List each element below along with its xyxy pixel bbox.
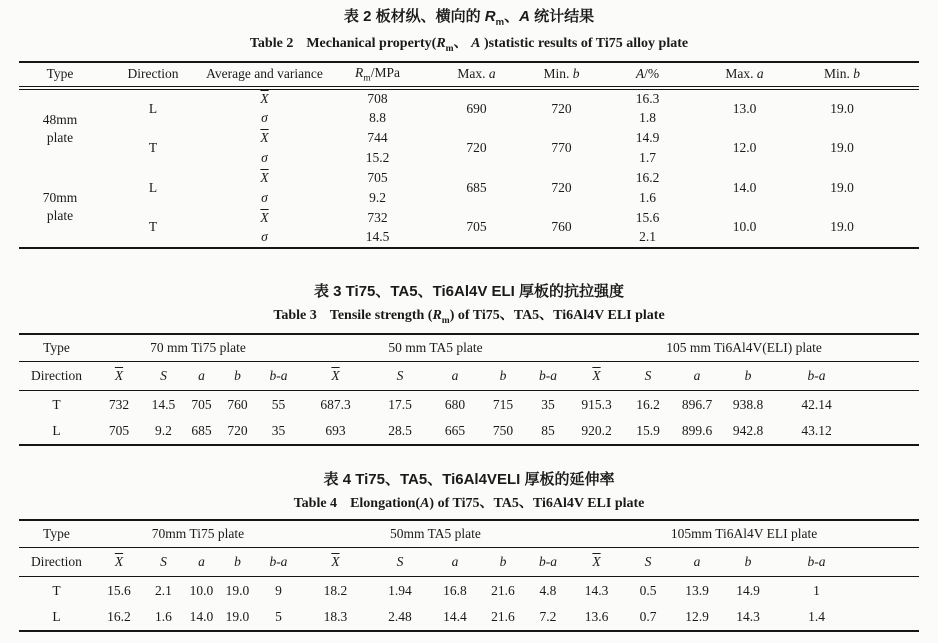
- col-header-a: [672, 362, 722, 391]
- col-header-max-a-rm: [431, 62, 522, 88]
- a-symbol: a: [693, 368, 701, 384]
- a-symbol: a: [198, 368, 205, 384]
- col-header-type: Type: [19, 62, 101, 88]
- b-symbol: b: [234, 554, 241, 570]
- xbar-symbol: $\overline{X}$: [260, 169, 269, 185]
- value-cell: 16.2: [636, 396, 660, 412]
- value-cell: 14.5: [151, 396, 176, 412]
- a-symbol: A: [635, 66, 645, 82]
- max-label: Max.: [725, 66, 754, 82]
- value-cell: 16.2: [635, 169, 660, 185]
- value-cell: 1.8: [639, 109, 656, 125]
- col-header-a: [183, 362, 220, 391]
- value-cell: 21.6: [491, 582, 515, 598]
- min-label: Min.: [543, 66, 570, 82]
- value-cell: 693: [325, 422, 346, 438]
- xbar-symbol: $\overline{X}$: [260, 129, 269, 145]
- value-cell: 14.5: [365, 229, 390, 245]
- value-cell: 1.4: [808, 608, 825, 624]
- s-symbol: S: [396, 368, 404, 384]
- value-cell: 14.9: [635, 129, 660, 145]
- value-cell: 21.6: [491, 608, 515, 624]
- caption-text: 表 4 Ti75、TA5、Ti6Al4VELI 厚板的延伸率: [323, 470, 615, 488]
- b-minus-a-symbol: b-a: [807, 554, 826, 570]
- direction-cell: L: [52, 608, 61, 624]
- caption-text: 表 3 Ti75、TA5、Ti6Al4V ELI 厚板的抗拉强度: [313, 282, 625, 300]
- max-label: Max.: [457, 66, 486, 82]
- table-row: [19, 208, 919, 228]
- table3: [19, 333, 919, 446]
- value-cell: 770: [551, 139, 572, 155]
- value-cell: 35: [271, 422, 286, 438]
- sigma-symbol: σ: [261, 149, 268, 165]
- b-symbol: b: [744, 368, 752, 384]
- value-cell: 19.0: [830, 219, 854, 235]
- value-cell: 16.3: [635, 90, 660, 106]
- col-header-direction: Direction: [101, 62, 205, 88]
- col-header-s: [144, 362, 183, 391]
- value-cell: 14.9: [736, 582, 760, 598]
- caption-text: Elongation(: [350, 496, 421, 512]
- stat-symbol-cell: [205, 128, 324, 148]
- caption-text: )statistic results of Ti75 alloy plate: [480, 35, 689, 51]
- type-line: 48mm: [42, 111, 78, 127]
- xbar-symbol: $\overline{X}$: [331, 368, 340, 384]
- value-cell: 19.0: [830, 179, 854, 195]
- min-label: Min.: [823, 66, 850, 82]
- value-cell: 9: [275, 582, 282, 598]
- col-header-b-minus-a: [255, 548, 302, 577]
- b-symbol: b: [234, 368, 241, 384]
- stat-symbol-cell: [205, 208, 324, 228]
- value-cell: 16.8: [443, 582, 467, 598]
- a-symbol: a: [198, 554, 205, 570]
- col-header-max-a-elong: [694, 62, 795, 88]
- value-cell: 9.2: [155, 422, 172, 438]
- value-cell: 720: [466, 139, 487, 155]
- value-cell: 938.8: [732, 396, 764, 412]
- value-cell: 705: [108, 422, 130, 438]
- caption-text: 统计结果: [529, 8, 595, 25]
- group-header-ti6al4v: 105mm Ti6Al4V ELI plate: [569, 520, 919, 548]
- value-cell: 760: [551, 219, 572, 235]
- table-number-label: Table 3: [273, 308, 317, 324]
- table4-caption-zh: [0, 470, 938, 490]
- value-cell: 0.5: [639, 582, 657, 598]
- table4-stat-header-row: [19, 548, 919, 577]
- rm-subscript: m: [445, 43, 454, 54]
- value-cell: 5: [275, 608, 282, 624]
- value-cell: 19.0: [225, 582, 250, 598]
- table3-caption-zh: [0, 282, 938, 302]
- b-symbol: b: [499, 554, 507, 570]
- s-symbol: S: [160, 368, 167, 384]
- b-minus-a-symbol: b-a: [269, 368, 288, 384]
- b-minus-a-symbol: b-a: [539, 368, 557, 384]
- col-header-xbar: [302, 548, 369, 577]
- caption-text: 表 2 板材纵、横向的: [343, 8, 485, 25]
- value-cell: 920.2: [581, 422, 612, 438]
- value-cell: 744: [367, 129, 388, 145]
- rm-subscript: m: [495, 17, 505, 28]
- col-header-xbar: [94, 548, 144, 577]
- rm-symbol: R: [355, 65, 364, 81]
- s-symbol: S: [644, 368, 652, 384]
- rm-subscript: m: [441, 316, 450, 326]
- value-cell: 8.8: [369, 109, 386, 125]
- stat-symbol-cell: [205, 148, 324, 168]
- unit-text: /MPa: [370, 65, 400, 81]
- caption-text: ) of Ti75、TA5、Ti6Al4V ELI plate: [449, 308, 665, 324]
- table3-section: [0, 282, 938, 446]
- table2: [19, 61, 919, 249]
- type-line: 70mm: [42, 190, 78, 206]
- value-cell: 665: [444, 422, 466, 438]
- value-cell: 720: [551, 179, 572, 195]
- value-cell: 2.1: [639, 229, 656, 245]
- stat-symbol-cell: [205, 108, 324, 128]
- value-cell: 18.3: [323, 608, 348, 624]
- xbar-symbol: $\overline{X}$: [592, 554, 601, 570]
- table-row: [19, 577, 919, 604]
- col-header-min-b-elong: [795, 62, 919, 88]
- col-header-b-minus-a: [527, 548, 569, 577]
- table-row: [19, 88, 919, 108]
- col-header-s: [624, 362, 672, 391]
- rm-subscript: m: [363, 73, 371, 84]
- direction-cell: L: [148, 179, 158, 195]
- table-row: [19, 418, 919, 445]
- group-header-ti75: 70mm Ti75 plate: [94, 520, 302, 548]
- value-cell: 705: [191, 396, 212, 412]
- col-header-average-variance: Average and variance: [205, 62, 324, 88]
- type-cell: [19, 168, 101, 248]
- col-header-b-minus-a: [774, 548, 919, 577]
- col-header-a-percent: [601, 62, 694, 88]
- value-cell: 685: [191, 422, 212, 438]
- value-cell: 55: [271, 396, 286, 412]
- value-cell: 14.0: [732, 179, 757, 195]
- direction-cell: T: [148, 139, 158, 155]
- a-symbol: A: [471, 35, 481, 51]
- b-minus-a-symbol: b-a: [269, 554, 288, 570]
- table2-header-row: [19, 62, 919, 88]
- value-cell: 750: [492, 422, 514, 438]
- value-cell: 732: [367, 209, 388, 225]
- direction-cell: T: [52, 582, 61, 598]
- col-header-direction: Direction: [19, 362, 94, 391]
- table-number-label: Table 2: [249, 35, 294, 51]
- value-cell: 14.4: [443, 608, 467, 624]
- table2-section: [0, 7, 938, 249]
- table3-caption-en: [0, 307, 938, 327]
- s-symbol: S: [160, 554, 167, 570]
- type-cell: [19, 88, 101, 168]
- table-row: [19, 168, 919, 188]
- group-header-ti6al4v: 105 mm Ti6Al4V(ELI) plate: [569, 334, 919, 362]
- b-symbol: b: [499, 368, 507, 384]
- value-cell: 14.3: [736, 608, 760, 624]
- a-symbol: a: [451, 554, 459, 570]
- table-number-label: Table 4: [293, 496, 338, 512]
- value-cell: 12.0: [732, 139, 757, 155]
- table-row: [19, 604, 919, 631]
- value-cell: 9.2: [369, 189, 386, 205]
- value-cell: 14.0: [189, 608, 214, 624]
- col-header-xbar: [94, 362, 144, 391]
- value-cell: 19.0: [225, 608, 250, 624]
- value-cell: 942.8: [732, 422, 764, 438]
- table2-caption-zh: [0, 7, 938, 30]
- b-minus-a-symbol: b-a: [807, 368, 826, 384]
- table2-caption-en: [0, 35, 938, 55]
- col-header-xbar: [302, 362, 369, 391]
- value-cell: 705: [367, 169, 388, 185]
- a-symbol: A: [519, 8, 530, 25]
- col-header-b: [722, 362, 774, 391]
- value-cell: 715: [492, 396, 514, 412]
- rm-symbol: R: [432, 308, 442, 324]
- type-line: plate: [46, 208, 74, 224]
- col-header-b-minus-a: [774, 362, 919, 391]
- value-cell: 17.5: [388, 396, 412, 412]
- value-cell: 4.8: [539, 582, 557, 598]
- col-header-rm-mpa: [324, 62, 431, 88]
- table4-group-header-row: [19, 520, 919, 548]
- direction-cell: L: [52, 422, 61, 438]
- xbar-symbol: $\overline{X}$: [260, 209, 269, 225]
- col-header-s: [624, 548, 672, 577]
- value-cell: 19.0: [830, 139, 854, 155]
- value-cell: 7.2: [539, 608, 557, 624]
- b-symbol: b: [853, 66, 860, 82]
- value-cell: 15.6: [635, 209, 660, 225]
- group-header-ta5: 50 mm TA5 plate: [302, 334, 569, 362]
- a-symbol: a: [451, 368, 459, 384]
- col-header-type: Type: [19, 520, 94, 548]
- value-cell: 13.6: [584, 608, 609, 624]
- value-cell: 915.3: [581, 396, 612, 412]
- value-cell: 13.9: [685, 582, 709, 598]
- direction-cell: T: [148, 219, 158, 235]
- col-header-xbar: [569, 548, 624, 577]
- col-header-a: [672, 548, 722, 577]
- caption-text: 、: [504, 8, 520, 25]
- value-cell: 15.2: [365, 149, 390, 165]
- value-cell: 720: [551, 100, 572, 116]
- sigma-symbol: σ: [261, 229, 268, 245]
- table4: [19, 519, 919, 632]
- value-cell: 16.2: [107, 608, 131, 624]
- group-header-ti75: 70 mm Ti75 plate: [94, 334, 302, 362]
- caption-text: Mechanical property(: [306, 35, 437, 51]
- value-cell: 15.9: [636, 422, 660, 438]
- stat-symbol-cell: [205, 88, 324, 108]
- col-header-s: [369, 548, 431, 577]
- value-cell: 15.6: [107, 582, 131, 598]
- col-header-type: Type: [19, 334, 94, 362]
- value-cell: 19.0: [830, 100, 854, 116]
- value-cell: 2.48: [388, 608, 412, 624]
- value-cell: 42.14: [801, 396, 832, 412]
- col-header-b: [722, 548, 774, 577]
- direction-cell: L: [148, 100, 158, 116]
- value-cell: 1.6: [639, 189, 656, 205]
- a-symbol: a: [756, 66, 764, 82]
- col-header-direction: Direction: [19, 548, 94, 577]
- a-symbol: a: [488, 66, 496, 82]
- col-header-s: [369, 362, 431, 391]
- xbar-symbol: $\overline{X}$: [114, 368, 124, 384]
- rm-symbol: R: [436, 35, 446, 51]
- col-header-b: [220, 362, 255, 391]
- table-row: [19, 128, 919, 148]
- value-cell: 0.7: [639, 608, 657, 624]
- s-symbol: S: [396, 554, 404, 570]
- col-header-a: [431, 362, 479, 391]
- xbar-symbol: $\overline{X}$: [260, 90, 269, 106]
- b-minus-a-symbol: b-a: [538, 554, 557, 570]
- value-cell: 708: [367, 90, 388, 106]
- col-header-xbar: [569, 362, 624, 391]
- value-cell: 680: [444, 396, 466, 412]
- value-cell: 85: [541, 422, 555, 438]
- value-cell: 720: [227, 422, 248, 438]
- caption-text: Tensile strength (: [329, 308, 433, 324]
- value-cell: 14.3: [584, 582, 609, 598]
- rm-symbol: R: [484, 8, 496, 25]
- direction-cell: T: [52, 396, 61, 412]
- stat-symbol-cell: [205, 168, 324, 188]
- b-symbol: b: [744, 554, 752, 570]
- value-cell: 2.1: [155, 582, 172, 598]
- b-symbol: b: [572, 66, 580, 82]
- value-cell: 685: [466, 179, 487, 195]
- value-cell: 899.6: [681, 422, 713, 438]
- value-cell: 18.2: [323, 582, 348, 598]
- sigma-symbol: σ: [261, 189, 268, 205]
- col-header-min-b-rm: [522, 62, 601, 88]
- col-header-a: [183, 548, 220, 577]
- value-cell: 690: [466, 100, 487, 116]
- value-cell: 13.0: [732, 100, 757, 116]
- caption-text: ) of Ti75、TA5、Ti6Al4V ELI plate: [429, 496, 645, 512]
- value-cell: 687.3: [320, 396, 351, 412]
- value-cell: 732: [108, 396, 130, 412]
- a-symbol: a: [693, 554, 701, 570]
- value-cell: 35: [541, 396, 555, 412]
- table3-stat-header-row: [19, 362, 919, 391]
- value-cell: 896.7: [681, 396, 713, 412]
- col-header-b: [479, 362, 527, 391]
- xbar-symbol: $\overline{X}$: [592, 368, 601, 384]
- col-header-b-minus-a: [527, 362, 569, 391]
- value-cell: 1.94: [388, 582, 412, 598]
- col-header-b: [220, 548, 255, 577]
- col-header-s: [144, 548, 183, 577]
- col-header-b-minus-a: [255, 362, 302, 391]
- value-cell: 10.0: [732, 219, 757, 235]
- stat-symbol-cell: [205, 188, 324, 208]
- unit-text: /%: [644, 66, 660, 82]
- value-cell: 760: [227, 396, 248, 412]
- value-cell: 10.0: [189, 582, 214, 598]
- value-cell: 1.7: [639, 149, 656, 165]
- table4-caption-en: [0, 495, 938, 513]
- table-row: [19, 391, 919, 418]
- xbar-symbol: $\overline{X}$: [114, 554, 124, 570]
- stat-symbol-cell: [205, 228, 324, 248]
- value-cell: 12.9: [685, 608, 709, 624]
- type-line: plate: [46, 129, 74, 145]
- a-symbol: A: [420, 496, 430, 512]
- caption-text: 、: [453, 35, 472, 51]
- table3-group-header-row: [19, 334, 919, 362]
- value-cell: 705: [466, 219, 487, 235]
- value-cell: 1: [813, 582, 820, 598]
- col-header-b: [479, 548, 527, 577]
- table4-section: [0, 470, 938, 632]
- s-symbol: S: [644, 554, 652, 570]
- sigma-symbol: σ: [261, 109, 268, 125]
- value-cell: 43.12: [801, 422, 832, 438]
- col-header-a: [431, 548, 479, 577]
- group-header-ta5: 50mm TA5 plate: [302, 520, 569, 548]
- xbar-symbol: $\overline{X}$: [331, 554, 340, 570]
- value-cell: 1.6: [155, 608, 172, 624]
- value-cell: 28.5: [388, 422, 412, 438]
